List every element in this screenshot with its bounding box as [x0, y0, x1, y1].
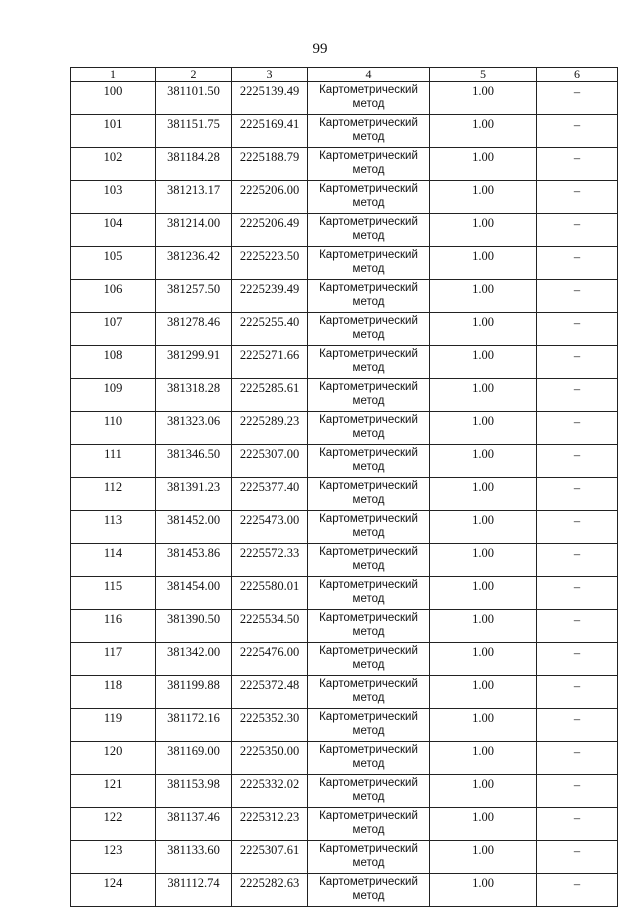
- method-line-1: Картометрический: [319, 843, 418, 855]
- x-coordinate-cell: 381151.75: [156, 115, 232, 148]
- x-coordinate-cell: 381299.91: [156, 346, 232, 379]
- method-cell: [308, 610, 430, 643]
- point-number-cell: 107: [71, 313, 156, 346]
- note-cell: –: [537, 280, 618, 313]
- accuracy-cell: 1.00: [430, 841, 537, 874]
- column-header-2: 2: [156, 68, 232, 82]
- accuracy-cell: 1.00: [430, 313, 537, 346]
- table-body: [71, 68, 618, 907]
- y-coordinate-cell: 2225332.02: [232, 775, 308, 808]
- point-number-cell: 110: [71, 412, 156, 445]
- table-row: [71, 709, 618, 742]
- accuracy-cell: 1.00: [430, 742, 537, 775]
- x-coordinate-cell: 381390.50: [156, 610, 232, 643]
- column-header-3: 3: [232, 68, 308, 82]
- x-coordinate-cell: 381342.00: [156, 643, 232, 676]
- method-cell: [308, 148, 430, 181]
- y-coordinate-cell: 2225139.49: [232, 82, 308, 115]
- page-number: 99: [312, 41, 328, 57]
- method-cell: [308, 841, 430, 874]
- point-number-cell: 124: [71, 874, 156, 907]
- x-coordinate-cell: 381454.00: [156, 577, 232, 610]
- method-line-1: Картометрический: [319, 183, 418, 195]
- method-cell: [308, 709, 430, 742]
- y-coordinate-cell: 2225372.48: [232, 676, 308, 709]
- method-line-1: Картометрический: [319, 645, 418, 657]
- coordinates-table: [70, 67, 618, 907]
- method-line-2: метод: [352, 263, 385, 275]
- x-coordinate-cell: 381346.50: [156, 445, 232, 478]
- method-line-1: Картометрический: [319, 744, 418, 756]
- note-cell: –: [537, 874, 618, 907]
- table-row: [71, 775, 618, 808]
- method-line-2: метод: [352, 857, 385, 869]
- y-coordinate-cell: 2225307.61: [232, 841, 308, 874]
- method-line-1: Картометрический: [319, 579, 418, 591]
- point-number-cell: 112: [71, 478, 156, 511]
- point-number-cell: 102: [71, 148, 156, 181]
- accuracy-cell: 1.00: [430, 346, 537, 379]
- note-cell: –: [537, 610, 618, 643]
- table-row: [71, 577, 618, 610]
- method-line-2: метод: [352, 131, 385, 143]
- y-coordinate-cell: 2225282.63: [232, 874, 308, 907]
- note-cell: –: [537, 742, 618, 775]
- point-number-cell: 120: [71, 742, 156, 775]
- x-coordinate-cell: 381214.00: [156, 214, 232, 247]
- method-line-2: метод: [352, 824, 385, 836]
- method-line-1: Картометрический: [319, 150, 418, 162]
- note-cell: –: [537, 82, 618, 115]
- method-line-1: Картометрический: [319, 282, 418, 294]
- y-coordinate-cell: 2225307.00: [232, 445, 308, 478]
- method-cell: [308, 742, 430, 775]
- point-number-cell: 106: [71, 280, 156, 313]
- x-coordinate-cell: 381172.16: [156, 709, 232, 742]
- method-line-1: Картометрический: [319, 348, 418, 360]
- method-cell: [308, 643, 430, 676]
- table-row: [71, 115, 618, 148]
- note-cell: –: [537, 577, 618, 610]
- x-coordinate-cell: 381452.00: [156, 511, 232, 544]
- table-row: [71, 742, 618, 775]
- note-cell: –: [537, 808, 618, 841]
- y-coordinate-cell: 2225239.49: [232, 280, 308, 313]
- method-cell: [308, 313, 430, 346]
- accuracy-cell: 1.00: [430, 115, 537, 148]
- accuracy-cell: 1.00: [430, 280, 537, 313]
- table-row: [71, 511, 618, 544]
- note-cell: –: [537, 676, 618, 709]
- accuracy-cell: 1.00: [430, 577, 537, 610]
- point-number-cell: 104: [71, 214, 156, 247]
- x-coordinate-cell: 381257.50: [156, 280, 232, 313]
- point-number-cell: 111: [71, 445, 156, 478]
- column-header-4: 4: [308, 68, 430, 82]
- method-cell: [308, 115, 430, 148]
- method-line-2: метод: [352, 560, 385, 572]
- x-coordinate-cell: 381153.98: [156, 775, 232, 808]
- y-coordinate-cell: 2225206.49: [232, 214, 308, 247]
- table-row: [71, 247, 618, 280]
- point-number-cell: 118: [71, 676, 156, 709]
- accuracy-cell: 1.00: [430, 181, 537, 214]
- accuracy-cell: 1.00: [430, 643, 537, 676]
- method-line-2: метод: [352, 296, 385, 308]
- table-row: [71, 478, 618, 511]
- y-coordinate-cell: 2225377.40: [232, 478, 308, 511]
- note-cell: –: [537, 643, 618, 676]
- method-cell: [308, 676, 430, 709]
- point-number-cell: 123: [71, 841, 156, 874]
- method-line-2: метод: [352, 758, 385, 770]
- accuracy-cell: 1.00: [430, 412, 537, 445]
- point-number-cell: 103: [71, 181, 156, 214]
- table-row: [71, 181, 618, 214]
- table-row: [71, 280, 618, 313]
- point-number-cell: 113: [71, 511, 156, 544]
- point-number-cell: 109: [71, 379, 156, 412]
- method-line-1: Картометрический: [319, 249, 418, 261]
- table-row: [71, 412, 618, 445]
- y-coordinate-cell: 2225285.61: [232, 379, 308, 412]
- point-number-cell: 117: [71, 643, 156, 676]
- x-coordinate-cell: 381213.17: [156, 181, 232, 214]
- note-cell: –: [537, 709, 618, 742]
- table-row: [71, 610, 618, 643]
- y-coordinate-cell: 2225476.00: [232, 643, 308, 676]
- table-row: [71, 82, 618, 115]
- method-line-2: метод: [352, 329, 385, 341]
- table-row: [71, 379, 618, 412]
- x-coordinate-cell: 381453.86: [156, 544, 232, 577]
- method-cell: [308, 346, 430, 379]
- method-line-2: метод: [352, 626, 385, 638]
- y-coordinate-cell: 2225473.00: [232, 511, 308, 544]
- method-cell: [308, 445, 430, 478]
- x-coordinate-cell: 381391.23: [156, 478, 232, 511]
- x-coordinate-cell: 381112.74: [156, 874, 232, 907]
- method-cell: [308, 577, 430, 610]
- method-line-2: метод: [352, 725, 385, 737]
- x-coordinate-cell: 381133.60: [156, 841, 232, 874]
- method-line-1: Картометрический: [319, 876, 418, 888]
- accuracy-cell: 1.00: [430, 775, 537, 808]
- y-coordinate-cell: 2225580.01: [232, 577, 308, 610]
- point-number-cell: 101: [71, 115, 156, 148]
- y-coordinate-cell: 2225255.40: [232, 313, 308, 346]
- note-cell: –: [537, 478, 618, 511]
- y-coordinate-cell: 2225350.00: [232, 742, 308, 775]
- method-cell: [308, 379, 430, 412]
- column-header-5: 5: [430, 68, 537, 82]
- method-line-2: метод: [352, 98, 385, 110]
- note-cell: –: [537, 379, 618, 412]
- method-cell: [308, 544, 430, 577]
- point-number-cell: 100: [71, 82, 156, 115]
- accuracy-cell: 1.00: [430, 610, 537, 643]
- column-header-6: 6: [537, 68, 618, 82]
- table-row: [71, 148, 618, 181]
- method-line-1: Картометрический: [319, 513, 418, 525]
- method-cell: [308, 280, 430, 313]
- point-number-cell: 114: [71, 544, 156, 577]
- method-cell: [308, 478, 430, 511]
- point-number-cell: 121: [71, 775, 156, 808]
- y-coordinate-cell: 2225188.79: [232, 148, 308, 181]
- point-number-cell: 122: [71, 808, 156, 841]
- method-line-1: Картометрический: [319, 381, 418, 393]
- y-coordinate-cell: 2225572.33: [232, 544, 308, 577]
- method-cell: [308, 214, 430, 247]
- method-line-2: метод: [352, 428, 385, 440]
- accuracy-cell: 1.00: [430, 445, 537, 478]
- note-cell: –: [537, 313, 618, 346]
- x-coordinate-cell: 381169.00: [156, 742, 232, 775]
- note-cell: –: [537, 148, 618, 181]
- x-coordinate-cell: 381323.06: [156, 412, 232, 445]
- accuracy-cell: 1.00: [430, 544, 537, 577]
- method-cell: [308, 874, 430, 907]
- method-line-1: Картометрический: [319, 678, 418, 690]
- table-row: [71, 808, 618, 841]
- y-coordinate-cell: 2225223.50: [232, 247, 308, 280]
- table-row: [71, 676, 618, 709]
- note-cell: –: [537, 181, 618, 214]
- note-cell: –: [537, 775, 618, 808]
- x-coordinate-cell: 381184.28: [156, 148, 232, 181]
- table-row: [71, 313, 618, 346]
- table-row: [71, 841, 618, 874]
- point-number-cell: 116: [71, 610, 156, 643]
- x-coordinate-cell: 381199.88: [156, 676, 232, 709]
- x-coordinate-cell: 381137.46: [156, 808, 232, 841]
- point-number-cell: 115: [71, 577, 156, 610]
- note-cell: –: [537, 544, 618, 577]
- note-cell: –: [537, 841, 618, 874]
- method-line-2: метод: [352, 197, 385, 209]
- x-coordinate-cell: 381236.42: [156, 247, 232, 280]
- method-line-2: метод: [352, 164, 385, 176]
- y-coordinate-cell: 2225352.30: [232, 709, 308, 742]
- method-line-1: Картометрический: [319, 480, 418, 492]
- x-coordinate-cell: 381318.28: [156, 379, 232, 412]
- method-cell: [308, 82, 430, 115]
- note-cell: –: [537, 115, 618, 148]
- method-cell: [308, 412, 430, 445]
- accuracy-cell: 1.00: [430, 82, 537, 115]
- method-line-2: метод: [352, 362, 385, 374]
- accuracy-cell: 1.00: [430, 709, 537, 742]
- method-line-2: метод: [352, 461, 385, 473]
- accuracy-cell: 1.00: [430, 247, 537, 280]
- note-cell: –: [537, 445, 618, 478]
- accuracy-cell: 1.00: [430, 379, 537, 412]
- method-line-2: метод: [352, 494, 385, 506]
- table-row: [71, 214, 618, 247]
- method-line-1: Картометрический: [319, 777, 418, 789]
- table-row: [71, 643, 618, 676]
- method-line-2: метод: [352, 527, 385, 539]
- method-cell: [308, 247, 430, 280]
- note-cell: –: [537, 247, 618, 280]
- method-line-1: Картометрический: [319, 216, 418, 228]
- column-header-1: 1: [71, 68, 156, 82]
- table-header-row: [71, 68, 618, 82]
- method-line-1: Картометрический: [319, 84, 418, 96]
- method-line-2: метод: [352, 692, 385, 704]
- point-number-cell: 105: [71, 247, 156, 280]
- method-cell: [308, 808, 430, 841]
- method-line-2: метод: [352, 791, 385, 803]
- method-line-1: Картометрический: [319, 315, 418, 327]
- accuracy-cell: 1.00: [430, 511, 537, 544]
- method-line-1: Картометрический: [319, 447, 418, 459]
- x-coordinate-cell: 381278.46: [156, 313, 232, 346]
- point-number-cell: 119: [71, 709, 156, 742]
- x-coordinate-cell: 381101.50: [156, 82, 232, 115]
- y-coordinate-cell: 2225271.66: [232, 346, 308, 379]
- method-line-1: Картометрический: [319, 414, 418, 426]
- method-line-2: метод: [352, 659, 385, 671]
- table-row: [71, 445, 618, 478]
- method-line-2: метод: [352, 230, 385, 242]
- y-coordinate-cell: 2225289.23: [232, 412, 308, 445]
- note-cell: –: [537, 412, 618, 445]
- accuracy-cell: 1.00: [430, 214, 537, 247]
- y-coordinate-cell: 2225169.41: [232, 115, 308, 148]
- method-line-2: метод: [352, 890, 385, 902]
- method-line-1: Картометрический: [319, 546, 418, 558]
- accuracy-cell: 1.00: [430, 808, 537, 841]
- y-coordinate-cell: 2225312.23: [232, 808, 308, 841]
- point-number-cell: 108: [71, 346, 156, 379]
- table-row: [71, 874, 618, 907]
- note-cell: –: [537, 346, 618, 379]
- method-cell: [308, 511, 430, 544]
- method-line-1: Картометрический: [319, 612, 418, 624]
- y-coordinate-cell: 2225534.50: [232, 610, 308, 643]
- method-cell: [308, 775, 430, 808]
- method-line-1: Картометрический: [319, 711, 418, 723]
- accuracy-cell: 1.00: [430, 148, 537, 181]
- table-row: [71, 544, 618, 577]
- method-line-2: метод: [352, 593, 385, 605]
- accuracy-cell: 1.00: [430, 874, 537, 907]
- accuracy-cell: 1.00: [430, 676, 537, 709]
- note-cell: –: [537, 214, 618, 247]
- accuracy-cell: 1.00: [430, 478, 537, 511]
- y-coordinate-cell: 2225206.00: [232, 181, 308, 214]
- note-cell: –: [537, 511, 618, 544]
- method-line-1: Картометрический: [319, 117, 418, 129]
- method-line-2: метод: [352, 395, 385, 407]
- method-cell: [308, 181, 430, 214]
- table-row: [71, 346, 618, 379]
- method-line-1: Картометрический: [319, 810, 418, 822]
